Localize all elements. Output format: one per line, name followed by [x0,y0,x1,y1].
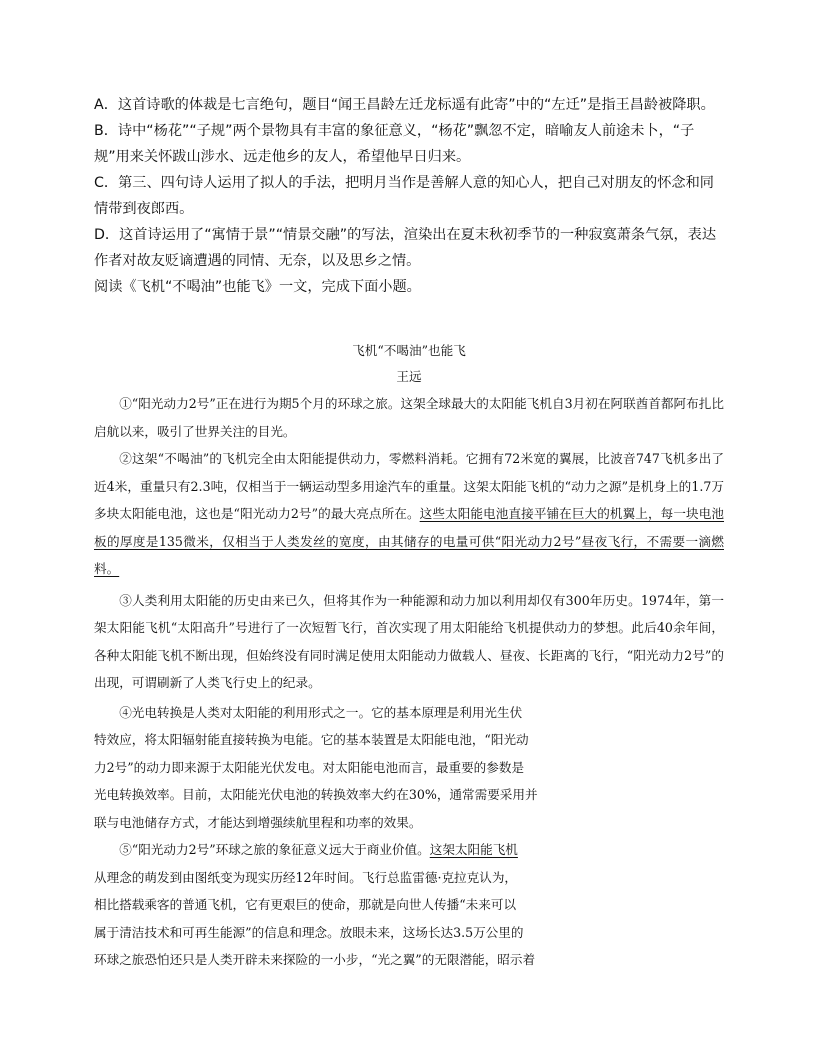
paragraph-5-line: 从理念的萌发到由图纸变为现实历经12年时间。飞行总监雷德·克拉克认为， [94,869,518,885]
paragraph-5-underlined-text: 这架太阳能飞机 [429,842,518,857]
paragraph-5-line: 相比搭载乘客的普通飞机，它有更艰巨的使命，那就是向世人传播“未来可以 [94,897,517,912]
option-c: C．第三、四句诗人运用了拟人的手法，把明月当作是善解人意的知心人，把自己对朋友的怀念和同情带到夜郎西。 [94,175,714,217]
paragraph-2-underlined-text: 这些太阳能电池直接平铺在巨大的机翼上，每一块电池板的厚度是135微米，仅相当于人类发丝的宽度，由其储存的电量可供“阳光动力2号”昼夜飞行，不需要一滴燃料。 [94,506,725,576]
article [94,340,724,974]
paragraph-3: ③人类利用太阳能的历史由来已久，但将其作为一种能源和动力加以利用却仅有300年历史。1974年，第一架太阳能飞机“太阳高升”号进行了一次短暂飞行，首次实现了用太阳能给飞机提供动力的梦想。此后40余年间，各种太阳能飞机不断出现，但始终没有同时满足使用太阳能动力做载人、昼夜、长距离的飞行，“阳光动力2号”的出现，可谓刷新了人类飞行史上的纪录。 [94,592,724,690]
paragraph-4 [94,699,639,837]
paragraph-5-line: 属于清洁技术和可再生能源”的信息和理念。放眼未来，这场长达3.5万公里的 [94,924,524,940]
article-author: 王远 [396,369,422,384]
paragraph-5-line [119,836,639,864]
paragraph-4-line: ④光电转换是人类对太阳能的利用形式之一。它的基本原理是利用光生伏 [119,704,523,720]
paragraph-1: ①“阳光动力2号”正在进行为期5个月的环球之旅。这架全球最大的太阳能飞机自3月初在阿联酋首都阿布扎比启航以来，吸引了世界关注的目光。 [94,396,724,439]
reading-instruction: 阅读《飞机“不喝油”也能飞》一文，完成下面小题。 [94,279,421,295]
paragraph-2 [94,445,724,583]
option-b: B．诗中“杨花”“子规”两个景物具有丰富的象征意义，“杨花”飘忽不定，暗喻友人前途未卜，“子规”用来关怀跋山涉水、远走他乡的友人，希望他早日归来。 [94,123,695,165]
option-a: A．这首诗歌的体裁是七言绝句，题目“闻王昌龄左迁龙标遥有此寄”中的“左迁”是指王昌龄被降职。 [94,97,715,113]
paragraph-4-line: 特效应，将太阳辐射能直接转换为电能。它的基本装置是太阳能电池，“阳光动 [94,732,529,747]
paragraph-4-line: 光电转换效率。目前，太阳能光伏电池的转换效率大约在30%，通常需要采用并 [94,787,538,802]
answer-options [94,92,724,300]
article-title: 飞机“不喝油”也能飞 [352,343,466,358]
paragraph-4-line: 力2号”的动力即来源于太阳能光伏发电。对太阳能电池而言，最重要的参数是 [94,759,525,775]
option-d: D．这首诗运用了“寓情于景”“情景交融”的写法，渲染出在夏末秋初季节的一种寂寞萧条气氛，表达作者对故友贬谪遭遇的同情、无奈，以及思乡之情。 [94,227,717,269]
paragraph-5-text: ⑤“阳光动力2号”环球之旅的象征意义远大于商业价值。 [119,842,430,857]
paragraph-2-text: ②这架“不喝油”的飞机完全由太阳能提供动力，零燃料消耗。它拥有72米宽的翼展，比波音747飞机多出了近4米，重量只有2.3吨，仅相当于一辆运动型多用途汽车的重量。这架太阳能飞机的“动力之源”是机身上的1.7万多块太阳能电池，这也是“阳光动力2号”的最大亮点所在。 [94,451,724,521]
paragraph-5 [94,836,639,974]
paragraph-4-line: 联与电池储存方式，才能达到增强续航里程和功率的效果。 [94,814,422,830]
paragraph-5-line: 环球之旅恐怕还只是人类开辟未来探险的一小步，“光之翼”的无限潜能，昭示着 [94,952,536,967]
